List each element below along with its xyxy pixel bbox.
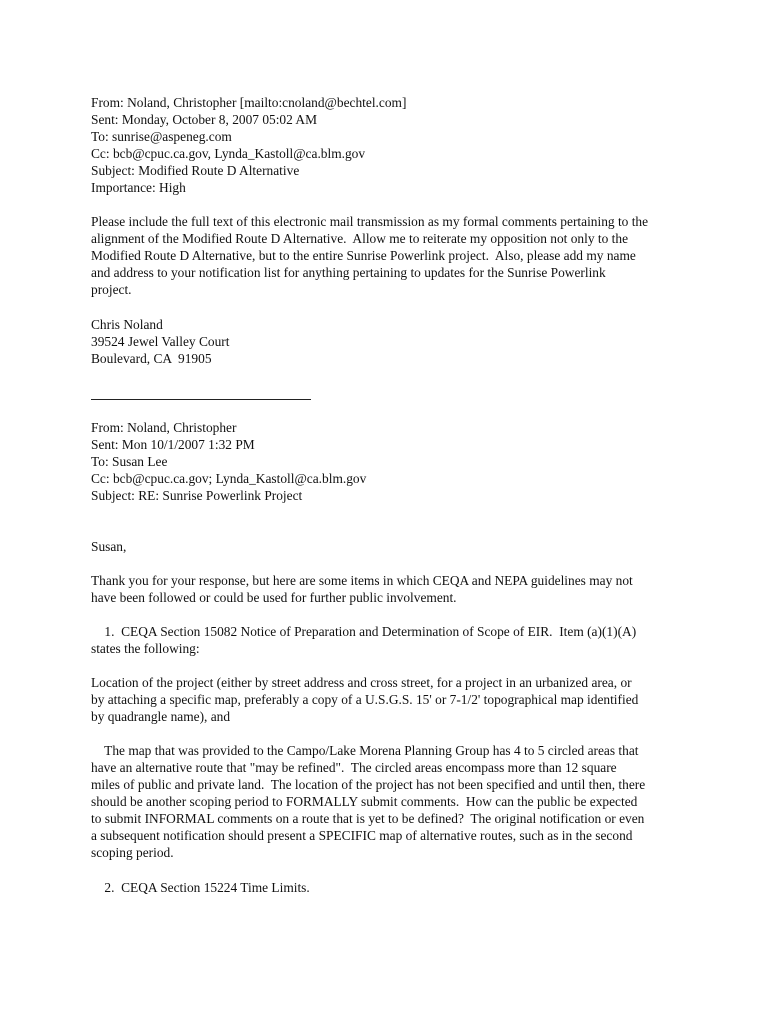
separator-line — [91, 399, 311, 400]
paragraph-line: have an alternative route that "may be refined". The circled areas encompass more than 12 square — [91, 760, 617, 775]
paragraph-line: Modified Route D Alternative, but to the entire Sunrise Powerlink project. Also, please add my name — [91, 248, 636, 263]
numbered-item-2 — [91, 879, 691, 896]
header-cc: Cc: bcb@cpuc.ca.gov, Lynda_Kastoll@ca.blm.gov — [91, 146, 366, 161]
greeting — [91, 538, 691, 555]
paragraph-line: Location of the project (either by street address and cross street, for a project in an urbanized area, or — [91, 675, 632, 690]
paragraph-line: have been followed or could be used for further public involvement. — [91, 590, 457, 605]
header-from: From: Noland, Christopher — [91, 420, 237, 435]
numbered-item-1 — [91, 623, 691, 657]
paragraph-line: states the following: — [91, 641, 200, 656]
paragraph-line: project. — [91, 282, 132, 297]
paragraph-line: and address to your notification list for anything pertaining to updates for the Sunrise Powerlink — [91, 265, 606, 280]
paragraph-line: 1. CEQA Section 15082 Notice of Preparation and Determination of Scope of EIR. Item (a)(1)(A) — [91, 624, 637, 639]
paragraph-line: The map that was provided to the Campo/Lake Morena Planning Group has 4 to 5 circled areas that — [91, 743, 639, 758]
header-from: From: Noland, Christopher [mailto:cnoland@bechtel.com] — [91, 95, 407, 110]
paragraph-line: Please include the full text of this electronic mail transmission as my formal comments pertaining to the — [91, 214, 649, 229]
signature-street: 39524 Jewel Valley Court — [91, 334, 230, 349]
map-paragraph — [91, 742, 691, 861]
paragraph-line: Thank you for your response, but here are some items in which CEQA and NEPA guidelines may not — [91, 573, 633, 588]
header-sent: Sent: Monday, October 8, 2007 05:02 AM — [91, 112, 318, 127]
header-cc: Cc: bcb@cpuc.ca.gov; Lynda_Kastoll@ca.blm.gov — [91, 471, 367, 486]
intro-paragraph — [91, 572, 691, 606]
body-paragraph-comments — [91, 213, 691, 298]
header-sent: Sent: Mon 10/1/2007 1:32 PM — [91, 437, 255, 452]
signature-city: Boulevard, CA 91905 — [91, 351, 212, 366]
header-importance: Importance: High — [91, 180, 186, 195]
paragraph-line: alignment of the Modified Route D Alternative. Allow me to reiterate my opposition not only to the — [91, 231, 629, 246]
header-subject: Subject: RE: Sunrise Powerlink Project — [91, 488, 303, 503]
paragraph-line: by quadrangle name), and — [91, 709, 231, 724]
header-to: To: sunrise@aspeneg.com — [91, 129, 232, 144]
email-header-1 — [91, 94, 691, 196]
paragraph-line: by attaching a specific map, preferably a copy of a U.S.G.S. 15' or 7-1/2' topographical map identified — [91, 692, 639, 707]
paragraph-line: to submit INFORMAL comments on a route that is yet to be defined? The original notification or even — [91, 811, 645, 826]
signature-block — [91, 316, 691, 367]
greeting-text: Susan, — [91, 539, 127, 554]
paragraph-line: scoping period. — [91, 845, 174, 860]
paragraph-line: 2. CEQA Section 15224 Time Limits. — [91, 880, 310, 895]
paragraph-line: a subsequent notification should present a SPECIFIC map of alternative routes, such as in the second — [91, 828, 633, 843]
header-subject: Subject: Modified Route D Alternative — [91, 163, 300, 178]
email-header-2 — [91, 419, 691, 504]
paragraph-line: should be another scoping period to FORMALLY submit comments. How can the public be expected — [91, 794, 638, 809]
quoted-requirement — [91, 674, 691, 725]
header-to: To: Susan Lee — [91, 454, 168, 469]
signature-name: Chris Noland — [91, 317, 163, 332]
paragraph-line: miles of public and private land. The location of the project has not been specified and until then, there — [91, 777, 646, 792]
